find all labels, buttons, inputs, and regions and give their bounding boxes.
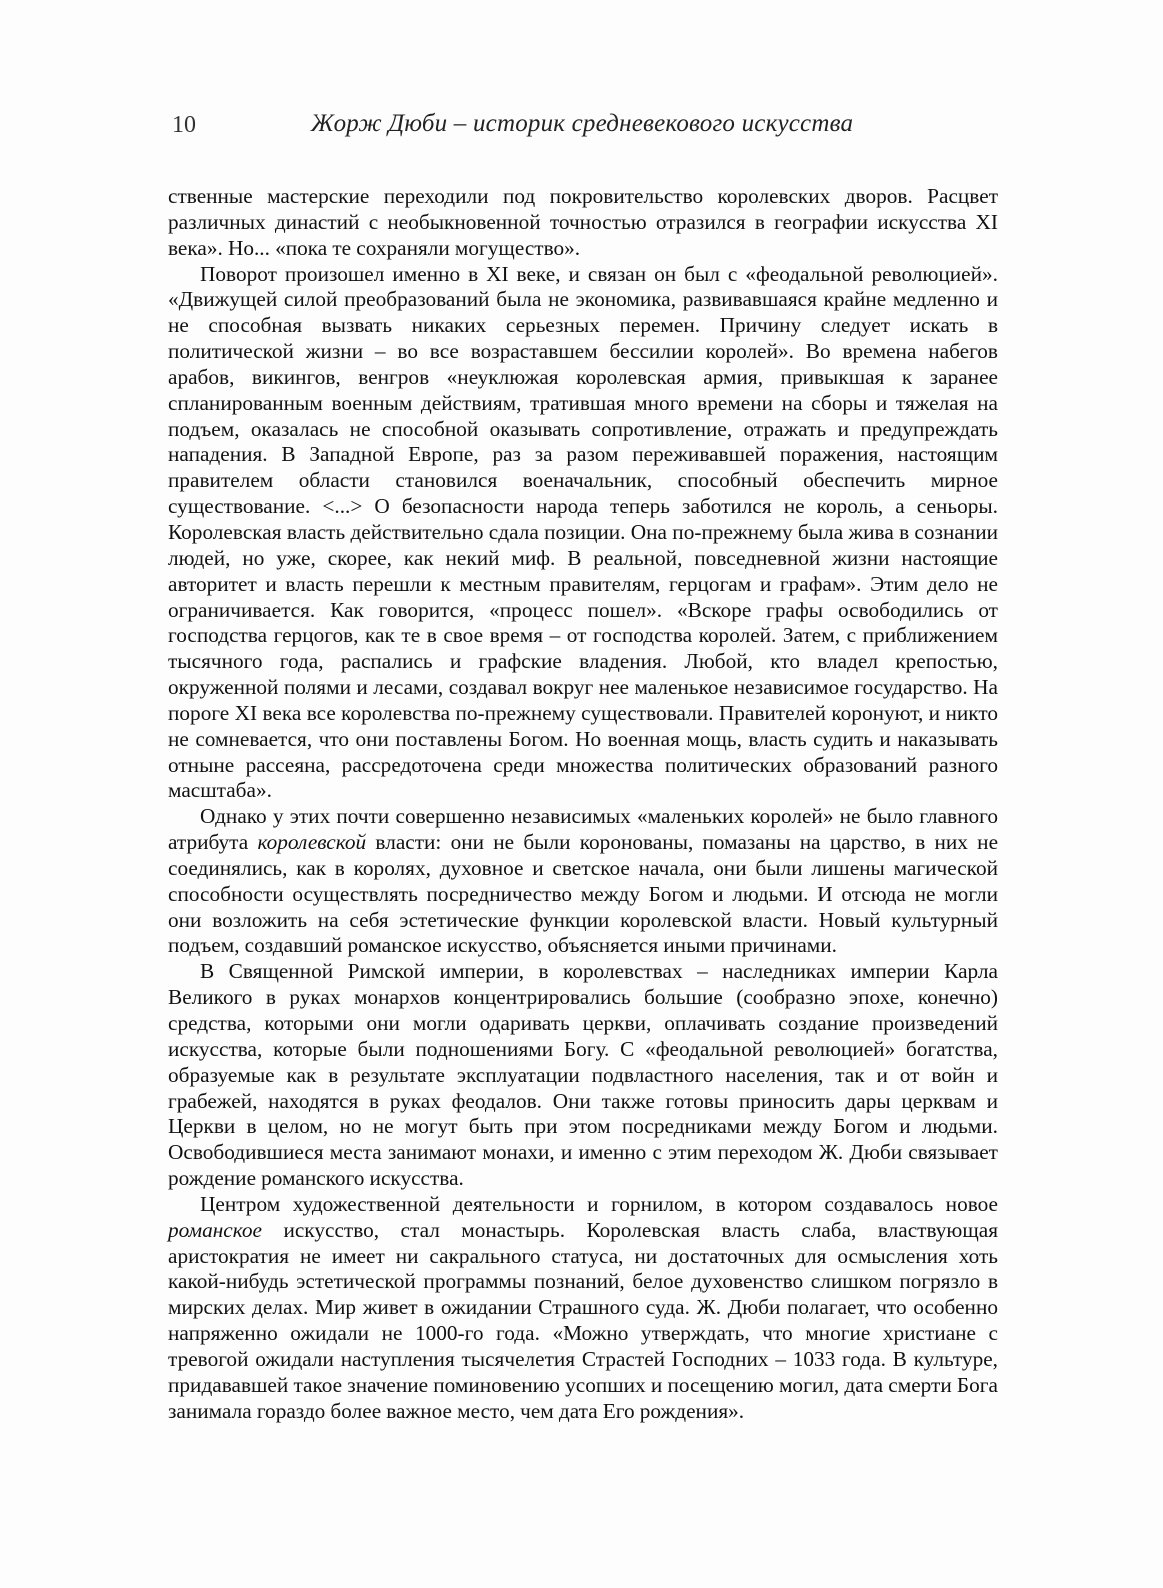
- running-title: Жорж Дюби – историк средневекового искусства: [310, 110, 854, 137]
- paragraph-5-text-start: Центром художественной деятельности и горнилом, в котором создавалось новое: [200, 1191, 998, 1216]
- paragraph-3-italic-term: королевской: [257, 830, 367, 855]
- running-head: [166, 108, 998, 148]
- paragraph-4: В Священной Римской империи, в королевствах – наследниках империи Карла Великого в руках монархов концентрировались большие (сообразно эпохе, конечно) средства, которыми они могли одаривать церкви, оплачивать создание произведений искусства, которые были подношениями Богу. С «феодальной революцией» богатства, образуемые как в результате эксплуатации подвластного населения, так и от войн и грабежей, находятся в руках феодалов. Они также готовы приносить дары церквам и Церкви в целом, но не могут быть при этом посредниками между Богом и людьми. Освободившиеся места занимают монахи, и именно с этим переходом Ж. Дюби связывает рождение романского искусства.: [168, 959, 998, 1191]
- paragraph-5-text-end: искусство, стал монастырь. Королевская власть слаба, властвующая аристократия не имеет ни сакрального статуса, ни достаточных для осмысления хоть какой-нибудь эстетической программы познаний, белое духовенство слишком погрязло в мирских делах. Мир живет в ожидании Страшного суда. Ж. Дюби полагает, что особенно напряженно ожидали не 1000-го года. «Можно утверждать, что многие христиане с тревогой ожидали наступления тысячелетия Страстей Господних – 1033 года. В культуре, придававшей такое значение поминовению усопших и посещению могил, дата смерти Бога занимала гораздо более важное место, чем дата Его рождения».: [168, 1217, 998, 1423]
- page-number: 10: [172, 112, 196, 138]
- paragraph-5-italic-term: романское: [168, 1217, 262, 1242]
- body-text: [168, 184, 998, 1425]
- paragraph-3-text-end: власти: они не были коронованы, помазаны на царство, в них не соединялись, как в королях, духовное и светское начала, они были лишены магической способности осуществлять посредничество между Богом и людьми. И отсюда не могли они возложить на себя эстетические функции королевской власти. Новый культурный подъем, создавший романское искусство, объясняется иными причинами.: [168, 830, 999, 958]
- paragraph-3: [168, 804, 998, 959]
- paragraph-1: ственные мастерские переходили под покровительство королевских дворов. Расцвет различных династий с необыкновенной точностью отразился в географии искусства XI века». Но... «пока те сохраняли могущество».: [168, 184, 998, 260]
- paragraph-2: Поворот произошел именно в XI веке, и связан он был с «феодальной революцией». «Движущей силой преобразований была не экономика, развивавшаяся крайне медленно и не способная вызвать никаких серьезных перемен. Причину следует искать в политической жизни – во все возраставшем бессилии королей». Во времена набегов арабов, викингов, венгров «неуклюжая королевская армия, привыкшая к заранее спланированным военным действиям, тратившая много времени на сборы и тяжелая на подъем, оказалась не способной оказывать сопротивление, отражать и предупреждать нападения. В Западной Европе, раз за разом переживавшей поражения, настоящим правителем области становился военачальник, способный обеспечить мирное существование. <...> О безопасности народа теперь заботился не король, а сеньоры. Королевская власть действительно сдала позиции. Она по-прежнему была жива в сознании людей, но уже, скорее, как некий миф. В реальной, повседневной жизни настоящие авторитет и власть перешли к местным правителям, герцогам и графам». Этим дело не ограничивается. Как говорится, «процесс пошел». «Вскоре графы освободились от господства герцогов, как те в свое время – от господства королей. Затем, с приближением тысячного года, распались и графские владения. Любой, кто владел крепостью, окруженной полями и лесами, создавал вокруг нее маленькое независимое государство. На пороге XI века все королевства по-прежнему существовали. Правителей коронуют, и никто не сомневается, что они поставлены Богом. Но военная мощь, власть судить и наказывать отныне рассеяна, рассредоточена среди множества политических образований разного масштаба».: [168, 261, 998, 803]
- paragraph-3-text-start: Однако у этих почти совершенно независимых «маленьких королей» не было главного атрибута: [168, 804, 998, 855]
- paragraph-5: [168, 1192, 998, 1425]
